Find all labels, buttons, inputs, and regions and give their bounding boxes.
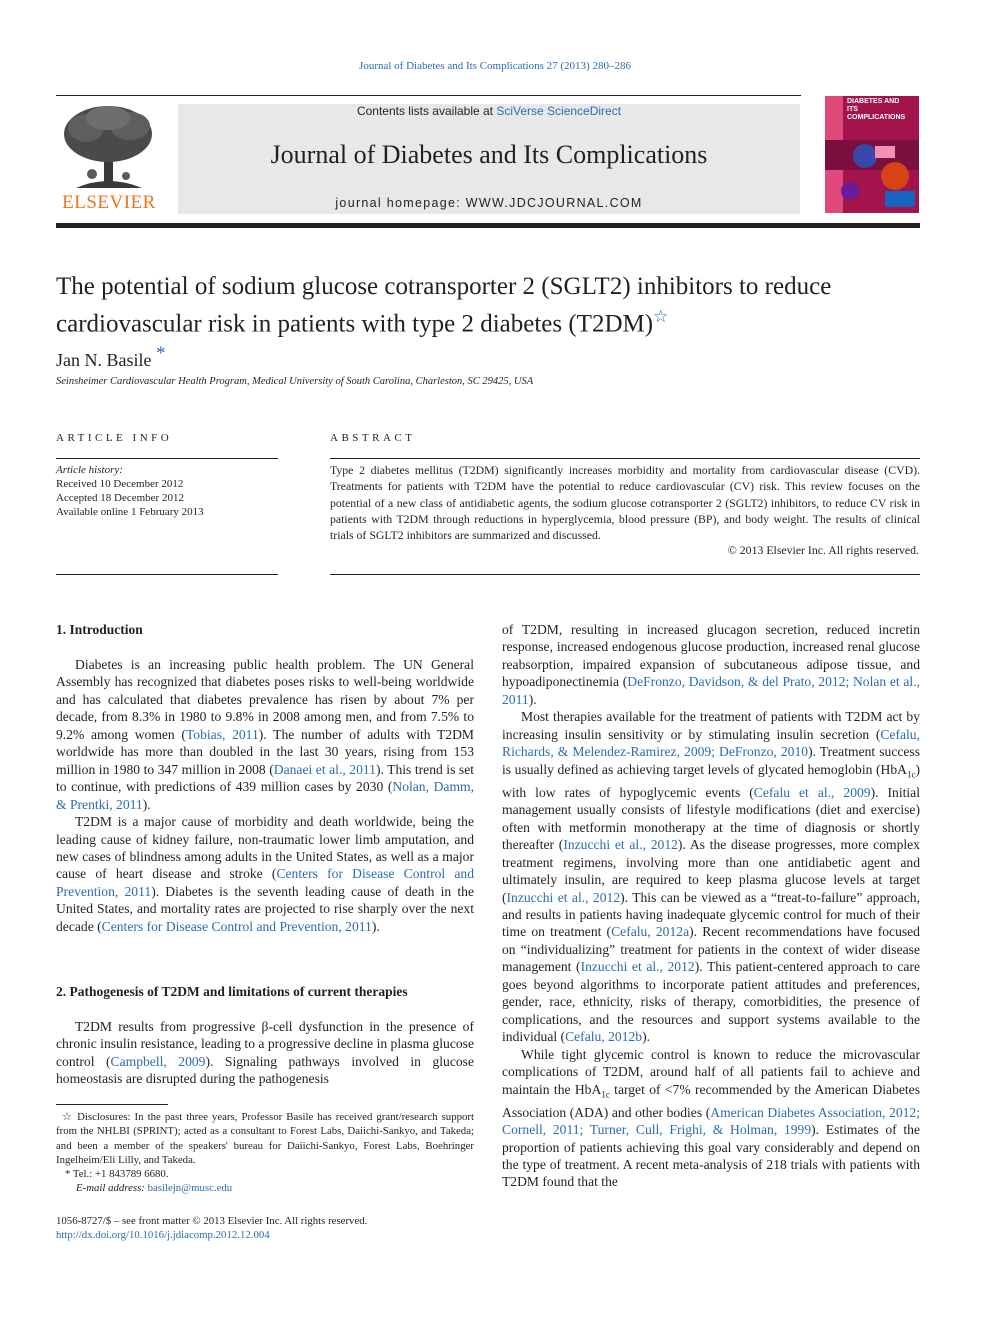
paragraph bbox=[56, 813, 474, 935]
citation-link[interactable]: Cefalu et al., 2009 bbox=[753, 784, 871, 800]
paragraph-text: ). As the disease progresses, more complex treatment regimens, involving more than one antidiabetic agent and ultimately insulin, are required to keep plasma glucose levels at target ( bbox=[502, 837, 920, 905]
email-link[interactable]: basilejn@musc.edu bbox=[147, 1182, 233, 1195]
journal-citation-link[interactable]: Journal of Diabetes and Its Complications 27 (2013) 280–286 bbox=[359, 60, 631, 72]
disclosure-footnote bbox=[56, 1110, 474, 1167]
header-top-rule bbox=[56, 95, 801, 96]
subscript: 1c bbox=[601, 1089, 610, 1100]
article-title bbox=[56, 272, 920, 339]
citation-link[interactable]: Inzucchi et al., 2012 bbox=[563, 837, 678, 853]
paragraph-text: Diabetes is an increasing public health problem. The UN General Assembly has recognized that diabetes poses risks to well-being worldwide and has calculated that diabetes prevalence has risen by about 7% per decade, from 8.3% in 1980 to 9.8% in 2008 among men, and from 7.5% to 9.2% among women ( bbox=[56, 657, 474, 742]
paragraph-text: target of <7% recommended by the American Diabetes Association (ADA) and other bodies ( bbox=[502, 1081, 921, 1120]
section-heading-pathogenesis: 2. Pathogenesis of T2DM and limitations of current therapies bbox=[56, 984, 408, 999]
paragraph-text: ). Estimates of the proportion of patients achieving this goal vary considerably and depend on the type of treatment. A recent meta-analysis of 218 trials with patients with T2DM found that the bbox=[502, 1122, 920, 1190]
paragraph bbox=[502, 621, 920, 708]
paragraph-text: Most therapies available for the treatment of patients with T2DM act by increasing insulin sensitivity or by stimulating insulin secretion ( bbox=[502, 709, 920, 742]
citation-link[interactable]: American Diabetes Association, 2012; Cornell, 2011; Turner, Cull, Frighi, & Holman, 1999 bbox=[502, 1104, 920, 1138]
paragraph-text: of T2DM, resulting in increased glucagon secretion, reduced incretin response, increased endogenous glucose production, increased renal glucose reabsorption, impaired expansion of subcutaneous adipose tissue, and hypoadiponectinemia ( bbox=[502, 622, 920, 690]
citation-link[interactable]: Cefalu, 2012a bbox=[611, 924, 690, 940]
article-info-bottom-rule bbox=[56, 574, 278, 575]
author-affiliation: Seinsheimer Cardiovascular Health Program, Medical University of South Carolina, Charleston, SC 29425, USA bbox=[56, 376, 534, 387]
author-name: Jan N. Basile bbox=[56, 350, 152, 370]
contents-prefix: Contents lists available at bbox=[356, 104, 497, 118]
sciencedirect-link[interactable]: SciVerse ScienceDirect bbox=[496, 104, 622, 118]
citation-link[interactable]: Inzucchi et al., 2012 bbox=[506, 889, 621, 905]
citation-link[interactable]: Cefalu, 2012b bbox=[565, 1029, 643, 1045]
title-footnote-star-icon[interactable]: ☆ bbox=[653, 307, 669, 326]
paragraph-text: T2DM results from progressive β-cell dysfunction in the presence of chronic insulin resistance, leading to a progressive decline in plasma glucose control ( bbox=[56, 1019, 474, 1069]
footnote-rule bbox=[56, 1104, 168, 1105]
citation-link[interactable]: Centers for Disease Control and Prevention, 2011 bbox=[56, 866, 474, 899]
footnotes bbox=[56, 1110, 474, 1196]
paragraph-text: ). Initial management usually consists of lifestyle modifications (diet and exercise) often with metformin monotherapy at the time of diagnosis or shortly thereafter ( bbox=[502, 784, 920, 853]
paragraph-text: ). The number of adults with T2DM worldwide has more than doubled in the last 30 years, rising from 153 million in 1980 to 347 million in 2008 ( bbox=[56, 726, 475, 777]
right-column-body bbox=[502, 621, 920, 1191]
article-history bbox=[56, 463, 204, 519]
paragraph bbox=[502, 708, 920, 1045]
journal-cover-thumbnail[interactable] bbox=[825, 96, 919, 213]
cover-title: DIABETES AND ITS COMPLICATIONS bbox=[847, 98, 906, 121]
paragraph-text: ). bbox=[371, 918, 380, 934]
author-line bbox=[56, 343, 165, 371]
section-heading-introduction: 1. Introduction bbox=[56, 622, 143, 637]
tel-footnote bbox=[56, 1167, 474, 1181]
journal-name: Journal of Diabetes and Its Complications bbox=[270, 140, 708, 169]
abstract-rule bbox=[330, 458, 920, 459]
paragraph-text: ) with low rates of hypoglycemic events ( bbox=[502, 761, 920, 800]
received-date: Received 10 December 2012 bbox=[56, 478, 184, 490]
paragraph bbox=[56, 656, 474, 813]
abstract-copyright: © 2013 Elsevier Inc. All rights reserved. bbox=[727, 543, 919, 557]
paragraph-text: While tight glycemic control is known to reduce the microvascular complications of T2DM, around half of all patients fail to achieve and maintain the HbA bbox=[502, 1046, 920, 1097]
citation-link[interactable]: DeFronzo, Davidson, & del Prato, 2012; Nolan et al., 2011 bbox=[502, 674, 920, 707]
online-date: Available online 1 February 2013 bbox=[56, 506, 204, 518]
journal-homepage[interactable]: journal homepage: WWW.JDCJOURNAL.COM bbox=[335, 196, 643, 210]
disclosure-text: Disclosures: In the past three years, Professor Basile has received grant/research support from the NHLBI (SPRINT); acted as a consultant to Forest Labs, Daiichi-Sankyo, and Takeda; and been a member of the speakers' bureau for Daiichi-Sankyo, Forest Labs, Boehringer Ingelheim/Eli Lilly, and Takeda. bbox=[56, 1111, 474, 1166]
article-info-rule bbox=[56, 458, 278, 459]
doi-link[interactable]: http://dx.doi.org/10.1016/j.jdiacomp.2012.12.004 bbox=[56, 1229, 270, 1241]
paragraph-text: ). bbox=[142, 796, 151, 812]
paragraph-text: ). Signaling pathways involved in glucose homeostasis are disrupted during the pathogenesis bbox=[56, 1053, 474, 1087]
email-label: E-mail address: bbox=[76, 1182, 145, 1195]
introduction-body bbox=[56, 656, 474, 935]
footnote-star-icon: ☆ bbox=[62, 1111, 74, 1123]
article-title-text: The potential of sodium glucose cotransporter 2 (SGLT2) inhibitors to reduce cardiovascular risk in patients with type 2 diabetes (T2DM) bbox=[56, 273, 832, 338]
footnote-asterisk: * bbox=[65, 1168, 71, 1181]
front-matter-info bbox=[56, 1214, 367, 1242]
abstract-heading: ABSTRACT bbox=[330, 432, 416, 444]
paragraph-text: T2DM is a major cause of morbidity and death worldwide, being the leading cause of kidney failure, non-traumatic lower limb amputation, and new cases of blindness among adults in the United States, as well as a major cause of heart disease and stroke ( bbox=[56, 814, 474, 882]
citation-link[interactable]: Nolan, Damm, & Prentki, 2011 bbox=[56, 779, 474, 812]
paragraph bbox=[56, 1018, 474, 1088]
issn-line: 1056-8727/$ – see front matter © 2013 Elsevier Inc. All rights reserved. bbox=[56, 1215, 368, 1227]
tel-text: Tel.: +1 843789 6680. bbox=[72, 1168, 169, 1181]
header-divider bbox=[56, 223, 920, 228]
paragraph-text: ). bbox=[528, 691, 537, 707]
paragraph bbox=[502, 1046, 920, 1191]
abstract-text: Type 2 diabetes mellitus (T2DM) significantly increases morbidity and mortality from cardiovascular disease (CVD). Treatments for patients with T2DM have the potential to reduce cardiovascular (CV) risk. This review focuses on the potential of a new class of antidiabetic agents, the sodium glucose cotransporter 2 (SGLT2) inhibitors, to reduce CV risk in patients with T2DM through reductions in hyperglycemia, blood pressure (BP), and body weight. The results of clinical trials of SGLT2 inhibitors are summarized and discussed. bbox=[330, 463, 920, 543]
elsevier-wordmark: ELSEVIER bbox=[62, 192, 156, 213]
paragraph-text: ). Recent recommendations have focused on “individualizing” treatment for patients in the context of wider disease management ( bbox=[502, 924, 920, 975]
email-footnote bbox=[56, 1181, 474, 1195]
citation-link[interactable]: Cefalu, Richards, & Melendez-Ramirez, 2009; DeFronzo, 2010 bbox=[502, 726, 920, 760]
accepted-date: Accepted 18 December 2012 bbox=[56, 492, 184, 504]
citation-link[interactable]: Campbell, 2009 bbox=[110, 1053, 206, 1069]
article-info-heading: ARTICLE INFO bbox=[56, 432, 173, 444]
paragraph-text: ). bbox=[642, 1029, 651, 1045]
paragraph-text: ). This patient-centered approach to care goes beyond algorithms to incorporate patient attitudes and preferences, gender, race, ethnicity, risks of therapy, comorbidities, the presence of complications, and the resources and support systems available to the individual ( bbox=[502, 959, 921, 1045]
paragraph-text: ). This trend is set to continue, with predictions of 439 million cases by 2030 ( bbox=[56, 761, 475, 795]
abstract-bottom-rule bbox=[330, 574, 920, 575]
subscript: 1c bbox=[906, 769, 916, 780]
paragraph-text: ). Treatment success is usually defined as achieving target levels of glycated hemoglobin (HbA bbox=[502, 744, 921, 777]
citation-link[interactable]: Danaei et al., 2011 bbox=[273, 761, 376, 777]
author-correspondence-mark[interactable]: * bbox=[155, 343, 166, 364]
citation-link[interactable]: Inzucchi et al., 2012 bbox=[580, 959, 695, 975]
contents-line bbox=[178, 104, 800, 118]
pathogenesis-body bbox=[56, 1018, 474, 1088]
citation-link[interactable]: Centers for Disease Control and Prevention, 2011 bbox=[101, 918, 372, 934]
paragraph-text: ). Diabetes is the seventh leading cause of death in the United States, and mortality rates are projected to rise sharply over the next decade ( bbox=[56, 883, 475, 934]
citation-link[interactable]: Tobias, 2011 bbox=[185, 726, 259, 742]
paragraph-text: ). This can be viewed as a “treat-to-failure” approach, and results in patients having inadequate glycemic control for much of their time on treatment ( bbox=[502, 889, 920, 940]
history-label: Article history: bbox=[56, 464, 123, 476]
